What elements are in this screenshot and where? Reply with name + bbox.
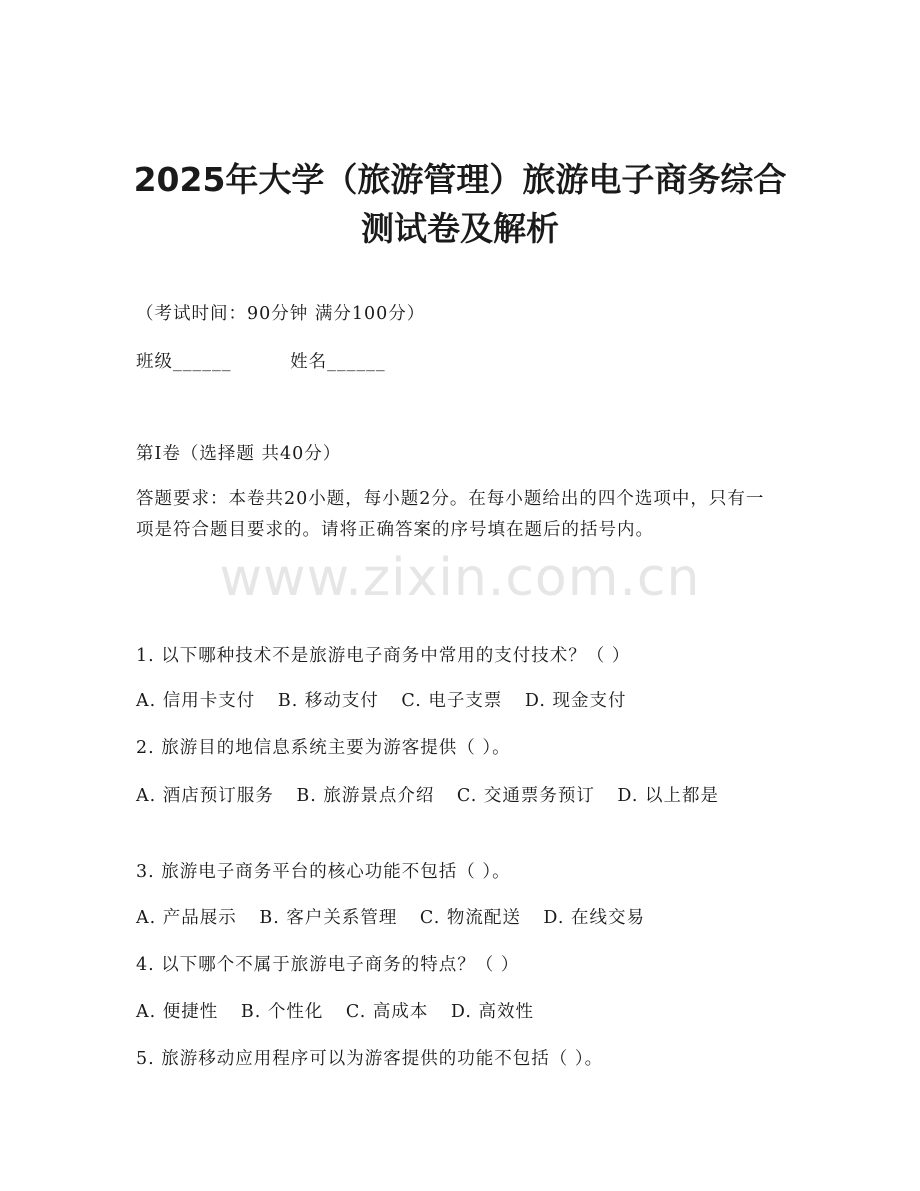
option: A. 酒店预订服务	[136, 786, 274, 806]
option: D. 以上都是	[617, 786, 719, 806]
question-2: 2. 旅游目的地信息系统主要为游客提供（ ）。	[136, 738, 511, 758]
question-4-options	[136, 998, 550, 1026]
section-heading: 第I卷（选择题 共40分）	[136, 444, 342, 464]
option: A. 便捷性	[136, 1002, 219, 1022]
section-instructions: 答题要求：本卷共20小题，每小题2分。在每小题给出的四个选项中，只有一项是符合题目要求的。请将正确答案的序号填在题后的括号内。	[136, 489, 765, 540]
option: B. 个性化	[240, 1002, 324, 1022]
student-fields	[136, 348, 386, 376]
watermark: www.zixin.com.cn	[219, 548, 701, 608]
question-2-options	[136, 781, 786, 812]
option: B. 移动支付	[277, 691, 379, 711]
option: C. 交通票务预订	[456, 786, 595, 806]
option: D. 现金支付	[524, 691, 627, 711]
option: B. 客户关系管理	[259, 908, 398, 928]
page-title-line-2: 测试卷及解析	[361, 209, 559, 248]
option: A. 产品展示	[136, 908, 237, 928]
option: D. 在线交易	[543, 908, 645, 928]
question-3-options	[136, 904, 661, 932]
option: B. 旅游景点介绍	[296, 786, 435, 806]
question-5: 5. 旅游移动应用程序可以为游客提供的功能不包括（ ）。	[136, 1049, 604, 1069]
question-1: 1. 以下哪种技术不是旅游电子商务中常用的支付技术？（ ）	[136, 646, 631, 666]
question-3: 3. 旅游电子商务平台的核心功能不包括（ ）。	[136, 862, 511, 882]
option: C. 电子支票	[401, 691, 503, 711]
question-1-options	[136, 687, 642, 715]
option: C. 高成本	[345, 1002, 429, 1022]
page-title-line-1: 2025年大学（旅游管理）旅游电子商务综合	[133, 160, 787, 199]
question-4: 4. 以下哪个不属于旅游电子商务的特点？（ ）	[136, 955, 520, 975]
option: A. 信用卡支付	[136, 691, 256, 711]
name-field: 姓名______	[290, 352, 386, 372]
option: C. 物流配送	[419, 908, 521, 928]
class-field: 班级______	[136, 352, 232, 372]
exam-info: （考试时间：90分钟 满分100分）	[136, 304, 426, 324]
option: D. 高效性	[450, 1002, 534, 1022]
